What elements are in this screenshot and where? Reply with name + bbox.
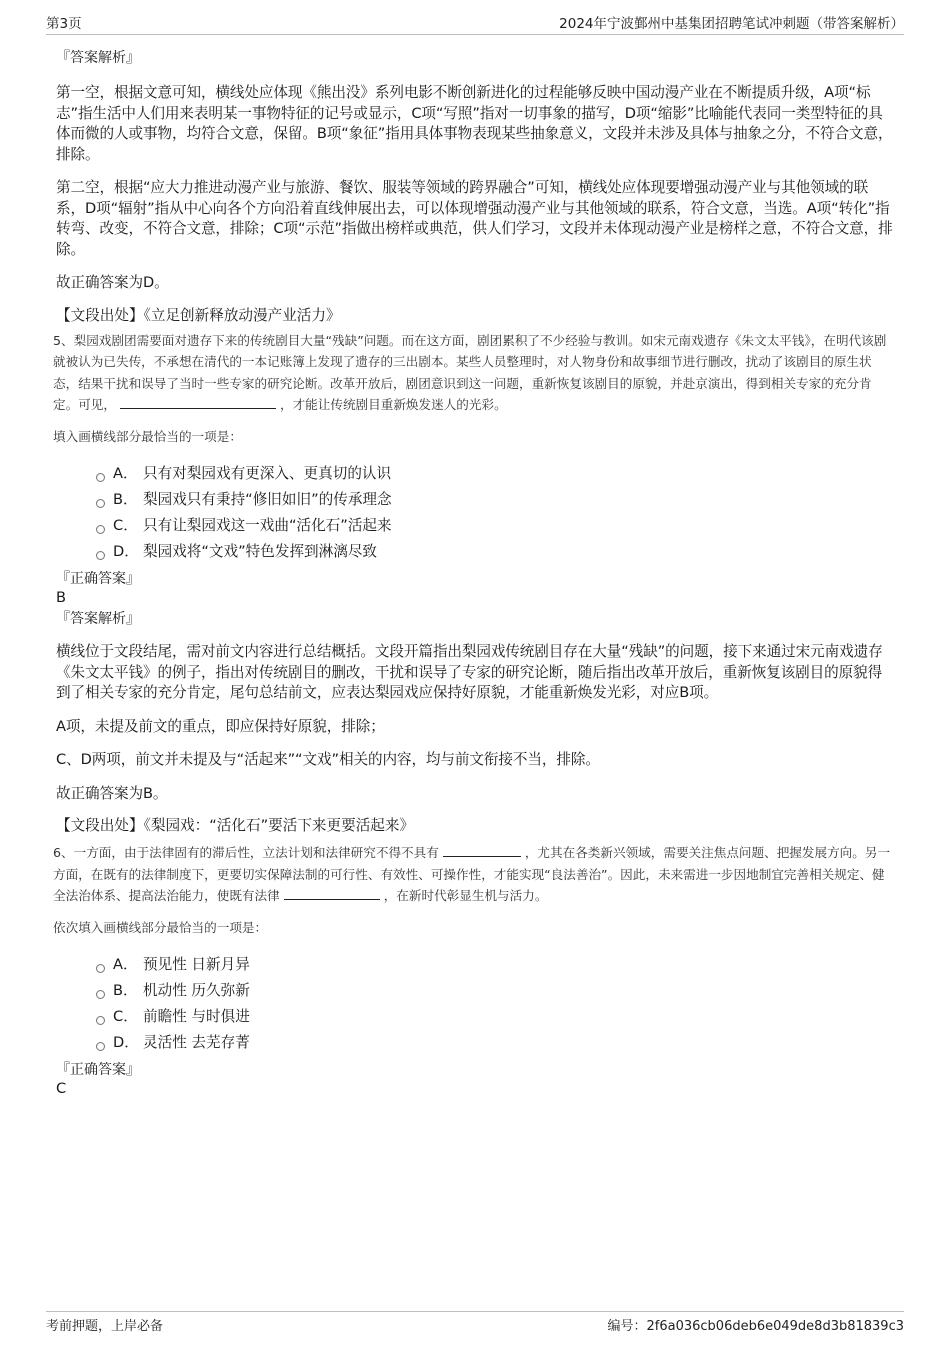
footer-slogan: 考前押题，上岸必备: [46, 1319, 164, 1334]
radio-icon[interactable]: [96, 525, 105, 534]
option-letter: C．: [113, 1008, 138, 1025]
q5-stem-text: 5、梨园戏剧团需要面对遗存下来的传统剧目大量“残缺”问题。而在这方面，剧团累积了不少经验与教训。如宋元南戏遗存《朱文太平钱》，在明代该剧就被认为已失传，不承想在清代的一本记账簿上发现了遗存的三出剧本。某些人员整理时，对人物身份和故事细节进行删改，扰动了该剧目的原生状态，结果干扰和误导了当时一些专家的研究论断。改革开放后，剧团意识到这一问题，重新恢复该剧目的原貌，并赴京演出，得到相关专家的充分肯定。可见，: [53, 332, 887, 412]
q5-analysis-para2: A项，未提及前文的重点，即应保持好原貌，排除；: [56, 717, 385, 735]
option-letter: C．: [113, 517, 138, 534]
option-text: 梨园戏只有秉持“修旧如旧”的传承理念: [143, 491, 392, 508]
footer-code-value: 2f6a036cb06deb6e049de8d3b81839c3: [646, 1319, 904, 1334]
q5-option-d[interactable]: [96, 539, 896, 565]
radio-icon[interactable]: [96, 1042, 105, 1051]
q6-option-d[interactable]: [96, 1030, 896, 1056]
q6-answer: C: [56, 1080, 67, 1097]
q5-option-c[interactable]: [96, 513, 896, 539]
q5-option-a[interactable]: [96, 461, 896, 487]
q6-stem: [53, 842, 896, 907]
radio-icon[interactable]: [96, 473, 105, 482]
footer-code: [607, 1315, 904, 1334]
radio-icon[interactable]: [96, 499, 105, 508]
q5-options: [96, 461, 896, 565]
q6-option-c[interactable]: [96, 1004, 896, 1030]
q5-analysis-label: 『答案解析』: [56, 611, 140, 627]
option-letter: D．: [113, 543, 139, 560]
radio-icon[interactable]: [96, 990, 105, 999]
q6-stem-part3: ，在新时代彰显生机与活力。: [383, 888, 548, 903]
q5-source: 【文段出处】《梨园戏：“活化石”要活下来更要活起来》: [56, 817, 415, 834]
page-number: 第3页: [46, 16, 82, 32]
q6-blank-2: [284, 887, 380, 900]
option-text: 灵活性 去芜存菁: [143, 1034, 250, 1051]
radio-icon[interactable]: [96, 964, 105, 973]
page-footer: [46, 1311, 904, 1334]
document-title: 2024年宁波鄞州中基集团招聘笔试冲刺题（带答案解析）: [559, 16, 904, 32]
q6-option-a[interactable]: [96, 952, 896, 978]
q5-answer: B: [56, 589, 67, 606]
q5-answer-label: 『正确答案』: [56, 571, 140, 587]
q4-analysis-para2: 第二空，根据“应大力推进动漫产业与旅游、餐饮、服装等领域的跨界融合”可知，横线处应体现要增强动漫产业与其他领域的联系，D项“辐射”指从中心向各个方向沿着直线伸展出去，可以体现增强动漫产业与其他领域的联系，符合文意，当选。A项“转化”指转弯、改变，不符合文意，排除；C项“示范”指做出榜样或典范，供人们学习，文段并未体现动漫产业是榜样之意，不符合文意，排除。: [56, 179, 893, 258]
q5-analysis-para1: 横线位于文段结尾，需对前文内容进行总结概括。文段开篇指出梨园戏传统剧目存在大量“残缺”的问题，接下来通过宋元南戏遗存《朱文太平钱》的例子，指出对传统剧目的删改，干扰和误导了专家的研究论断，随后指出改革开放后，重新恢复该剧目的原貌得到了相关专家的充分肯定，尾句总结前文，应表达梨园戏应保持好原貌，才能重新焕发光彩，对应B项。: [56, 643, 883, 701]
q6-option-b[interactable]: [96, 978, 896, 1004]
option-letter: B．: [113, 982, 138, 999]
q5-blank: [120, 396, 276, 409]
q4-source: 【文段出处】《立足创新释放动漫产业活力》: [56, 306, 341, 324]
q6-answer-label: 『正确答案』: [56, 1062, 140, 1078]
option-letter: D．: [113, 1034, 139, 1051]
q5-prompt: 填入画横线部分最恰当的一项是：: [53, 428, 242, 444]
radio-icon[interactable]: [96, 551, 105, 560]
q6-blank-1: [443, 844, 521, 857]
q5-stem-text-after: ，才能让传统剧目重新焕发迷人的光彩。: [279, 397, 507, 412]
q4-analysis-label: 『答案解析』: [56, 50, 140, 66]
q5-analysis-para3: C、D两项，前文并未提及与“活起来”“文戏”相关的内容，均与前文衔接不当，排除。: [56, 751, 600, 768]
q5-conclusion: 故正确答案为B。: [56, 784, 168, 802]
option-text: 只有让梨园戏这一戏曲“活化石”活起来: [143, 517, 392, 534]
option-text: 前瞻性 与时俱进: [143, 1008, 250, 1025]
q5-option-b[interactable]: [96, 487, 896, 513]
page-header: [46, 12, 904, 35]
option-letter: B．: [113, 491, 138, 508]
option-text: 梨园戏将“文戏”特色发挥到淋漓尽致: [143, 543, 378, 560]
q6-stem-part2: ，尤其在各类新兴领域，需要关注焦点问题、把握发展方向。另一方面，在既有的法律制度下，更要切实保障法制的可行性、有效性、可操作性，才能实现“良法善治”。因此，未来需进一步因地制宜完善相关规定、健全法治体系、提高法治能力，使既有法律: [53, 845, 891, 903]
q6-stem-part1: 6、一方面，由于法律固有的滞后性，立法计划和法律研究不得不具有: [53, 845, 439, 860]
q4-analysis-para1: 第一空，根据文意可知，横线处应体现《熊出没》系列电影不断创新进化的过程能够反映中国动漫产业在不断提质升级，A项“标志”指生活中人们用来表明某一事物特征的记号或显示，C项“写照”指对一切事象的描写，D项“缩影”比喻能代表同一类型特征的具体而微的人或事物，均符合文意，保留。B项“象征”指用具体事物表现某些抽象意义，文段并未涉及具体与抽象之分，不符合文意，排除。: [56, 84, 893, 163]
radio-icon[interactable]: [96, 1016, 105, 1025]
footer-code-label: 编号：: [607, 1319, 647, 1334]
page-content: [53, 44, 896, 1098]
q6-prompt: 依次填入画横线部分最恰当的一项是：: [53, 919, 268, 935]
q5-stem: [53, 330, 896, 416]
q6-options: [96, 952, 896, 1056]
option-text: 只有对梨园戏有更深入、更真切的认识: [143, 465, 392, 482]
option-text: 机动性 历久弥新: [143, 982, 250, 999]
option-text: 预见性 日新月异: [143, 956, 250, 973]
option-letter: A．: [113, 956, 138, 973]
q4-conclusion: 故正确答案为D。: [56, 274, 169, 291]
option-letter: A．: [113, 465, 138, 482]
